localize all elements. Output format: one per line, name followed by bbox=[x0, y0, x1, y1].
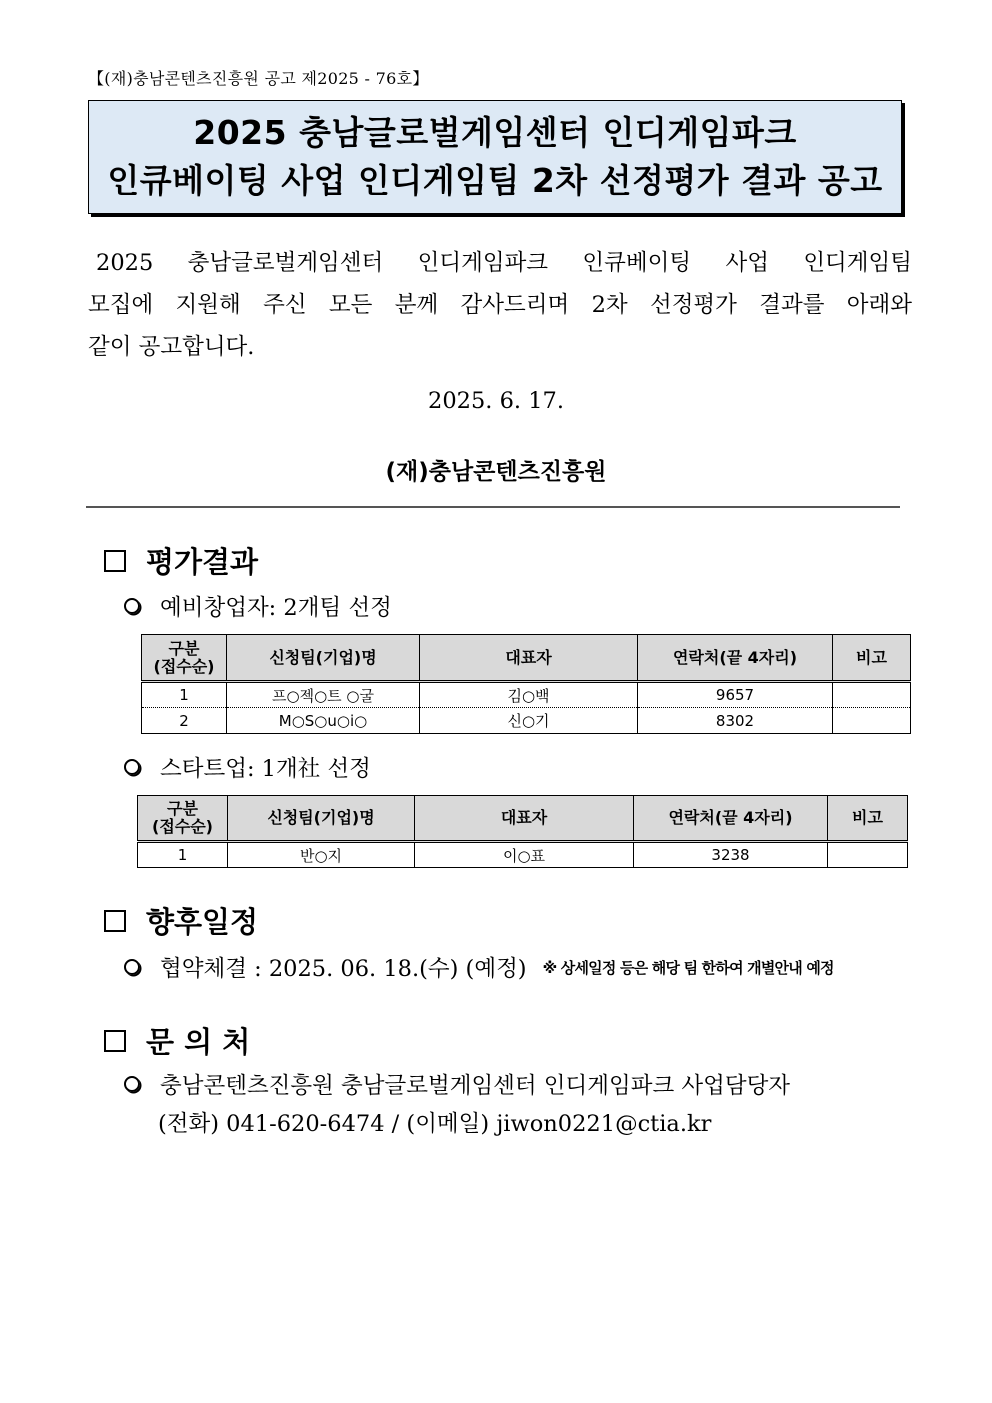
intro-line-1: 2025 충남글로벌게임센터 인디게임파크 인큐베이팅 사업 인디게임팀 bbox=[96, 250, 912, 276]
schedule-item: 협약체결 : 2025. 06. 18.(수) (예정) bbox=[160, 956, 527, 982]
header-cell: 연락처(끝 4자리) bbox=[638, 635, 833, 682]
section-results-heading bbox=[104, 540, 258, 581]
table-cell bbox=[833, 708, 911, 734]
table-row bbox=[138, 842, 908, 868]
title-box bbox=[88, 100, 902, 214]
pre-founders-bullet bbox=[124, 590, 392, 622]
table-header-row bbox=[142, 635, 911, 682]
table-cell: 3238 bbox=[634, 842, 828, 868]
startups-table bbox=[137, 795, 908, 868]
section-schedule-title: 향후일정 bbox=[146, 905, 259, 939]
divider bbox=[86, 506, 900, 508]
header-cell: 비고 bbox=[828, 796, 908, 842]
contact-line-1: 충남콘텐츠진흥원 충남글로벌게임센터 인디게임파크 사업담당자 bbox=[160, 1073, 791, 1099]
header-cell: 구분 (접수순) bbox=[142, 635, 227, 682]
intro-line-3: 같이 공고합니다. bbox=[88, 334, 255, 360]
table-cell: 1 bbox=[138, 842, 228, 868]
section-contact-heading bbox=[104, 1020, 250, 1061]
contact-line-2: (전화) 041-620-6474 / (이메일) jiwon0221@ctia.kr bbox=[158, 1111, 712, 1137]
section-schedule-heading bbox=[104, 900, 258, 941]
checkbox-square-icon bbox=[104, 1030, 126, 1052]
table-cell: 반○지 bbox=[228, 842, 415, 868]
table-cell: 2 bbox=[142, 708, 227, 734]
checkbox-square-icon bbox=[104, 910, 126, 932]
intro-paragraph bbox=[88, 242, 912, 368]
table-cell bbox=[833, 682, 911, 708]
startups-label: 스타트업: 1개社 선정 bbox=[160, 756, 371, 782]
table-row bbox=[142, 708, 911, 734]
table-cell: 이○표 bbox=[415, 842, 634, 868]
table-cell: 김○백 bbox=[420, 682, 638, 708]
pre-founders-label: 예비창업자: 2개팀 선정 bbox=[160, 595, 392, 621]
notice-number: 【(재)충남콘텐츠진흥원 공고 제2025 - 76호】 bbox=[88, 69, 429, 88]
bullet-circle-icon bbox=[124, 1076, 140, 1092]
table-cell: 9657 bbox=[638, 682, 833, 708]
header-cell: 구분 (접수순) bbox=[138, 796, 228, 842]
intro-line-2: 모집에 지원해 주신 모든 분께 감사드리며 2차 선정평가 결과를 아래와 bbox=[88, 292, 912, 318]
table-cell: 8302 bbox=[638, 708, 833, 734]
table-header-row bbox=[138, 796, 908, 842]
table-cell bbox=[828, 842, 908, 868]
section-contact-title: 문 의 처 bbox=[146, 1025, 251, 1059]
table-row bbox=[142, 682, 911, 708]
title-line-1: 2025 충남글로벌게임센터 인디게임파크 bbox=[193, 113, 797, 152]
section-results-title: 평가결과 bbox=[146, 545, 259, 579]
title-line-2: 인큐베이팅 사업 인디게임팀 2차 선정평가 결과 공고 bbox=[107, 161, 883, 200]
schedule-note: ※ 상세일정 등은 해당 팀 한하여 개별안내 예정 bbox=[542, 958, 834, 977]
schedule-bullet bbox=[124, 951, 834, 983]
table-cell: 1 bbox=[142, 682, 227, 708]
pre-founders-table bbox=[141, 634, 911, 734]
checkbox-square-icon bbox=[104, 550, 126, 572]
organization-name: (재)충남콘텐츠진흥원 bbox=[385, 459, 607, 485]
table-cell: M○S○u○i○ bbox=[227, 708, 420, 734]
header-cell: 신청팀(기업)명 bbox=[227, 635, 420, 682]
startups-bullet bbox=[124, 751, 371, 783]
header-cell: 대표자 bbox=[420, 635, 638, 682]
notice-date: 2025. 6. 17. bbox=[428, 388, 564, 414]
bullet-circle-icon bbox=[124, 598, 140, 614]
header-cell: 신청팀(기업)명 bbox=[228, 796, 415, 842]
table-cell: 프○젝○트 ○굴 bbox=[227, 682, 420, 708]
header-cell: 대표자 bbox=[415, 796, 634, 842]
header-cell: 비고 bbox=[833, 635, 911, 682]
header-cell: 연락처(끝 4자리) bbox=[634, 796, 828, 842]
bullet-circle-icon bbox=[124, 759, 140, 775]
bullet-circle-icon bbox=[124, 959, 140, 975]
table-cell: 신○기 bbox=[420, 708, 638, 734]
contact-bullet bbox=[124, 1068, 790, 1100]
